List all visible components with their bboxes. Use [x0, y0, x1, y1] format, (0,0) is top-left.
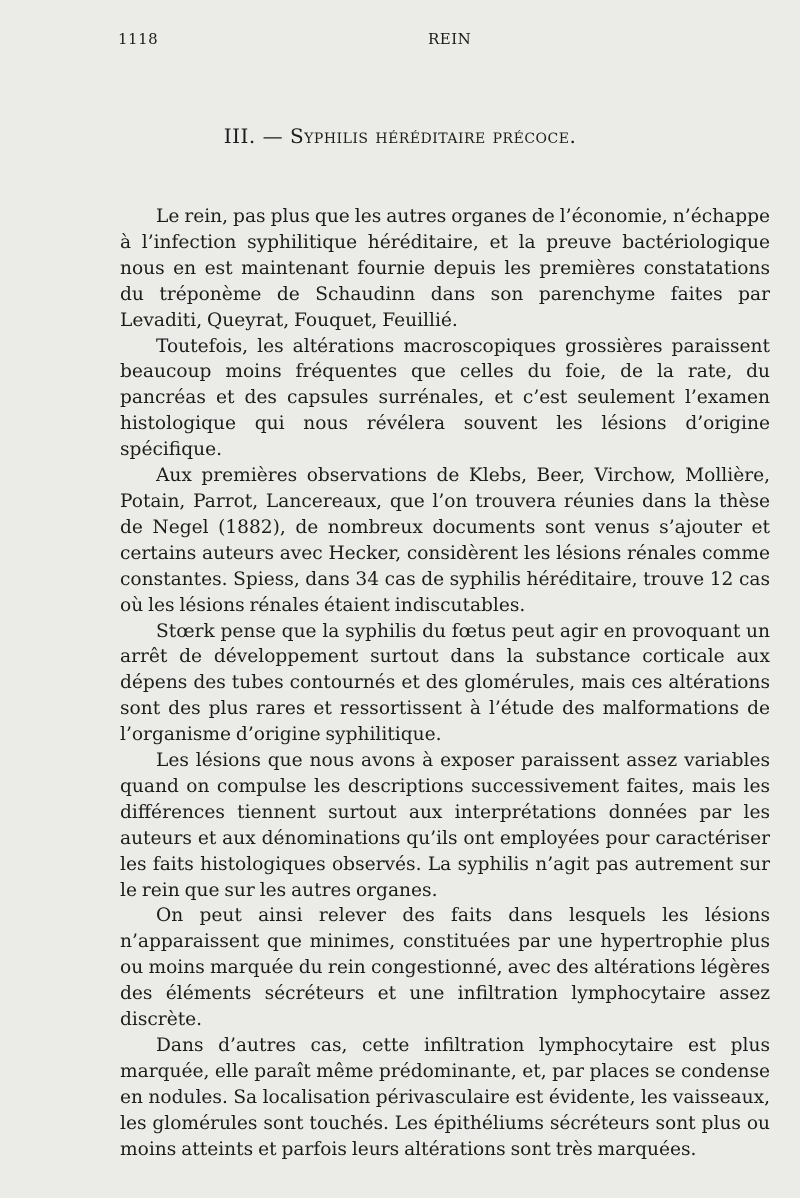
page-number: 1118: [118, 30, 159, 48]
paragraph: Le rein, pas plus que les autres organes de l’économie, n’échappe à l’infection syphilitique héréditaire, et la preuve bactériologique nous en est maintenant fournie depuis les premières constatations du tréponème de Schaudinn dans son parenchyme faites par Levaditi, Queyrat, Fouquet, Feuillié.: [120, 206, 770, 331]
section-heading: [0, 124, 800, 148]
paragraph: Les lésions que nous avons à exposer paraissent assez variables quand on compulse les descriptions successivement faites, mais les différences tiennent surtout aux interprétations données par les auteurs et aux dénominations qu’ils ont employées pour caractériser les faits histologiques observés. La syphilis n’agit pas autrement sur le rein que sur les autres organes.: [120, 750, 770, 901]
paragraph: Dans d’autres cas, cette infiltration lymphocytaire est plus marquée, elle paraît même prédominante, et, par places se condense en nodules. Sa localisation périvasculaire est évidente, les vaisseaux, les glomérules sont touchés. Les épithéliums sécréteurs sont plus ou moins atteints et parfois leurs altérations sont très marquées.: [120, 1035, 770, 1160]
running-header: [118, 30, 678, 54]
section-title: Syphilis héréditaire précoce.: [289, 124, 577, 148]
paragraph: Stœrk pense que la syphilis du fœtus peut agir en provoquant un arrêt de développement surtout dans la substance corticale aux dépens des tubes contournés et des glomérules, mais ces altérations sont des plus rares et ressortissent à l’étude des malformations de l’organisme d’origine syphilitique.: [120, 620, 770, 746]
paragraph: Aux premières observations de Klebs, Beer, Virchow, Mollière, Potain, Parrot, Lancereaux, que l’on trouvera réunies dans la thèse de Negel (1882), de nombreux documents sont venus s’ajouter et certains auteurs avec Hecker, considèrent les lésions rénales comme constantes. Spiess, dans 34 cas de syphilis héréditaire, trouve 12 cas où les lésions rénales étaient indiscutables.: [120, 465, 770, 616]
body-text: [120, 204, 770, 1163]
paragraph: Toutefois, les altérations macroscopiques grossières paraissent beaucoup moins fréquentes que celles du foie, de la rate, du pancréas et des capsules surrénales, et c’est seulement l’examen histologique qui nous révélera souvent les lésions d’origine spécifique.: [120, 335, 770, 461]
paragraph: On peut ainsi relever des faits dans lesquels les lésions n’apparaissent que minimes, constituées par une hypertrophie plus ou moins marquée du rein congestionné, avec des altérations légères des éléments sécréteurs et une infiltration lymphocytaire assez discrète.: [120, 905, 770, 1031]
section-numeral: III. —: [223, 124, 284, 148]
running-title: REIN: [428, 30, 472, 48]
